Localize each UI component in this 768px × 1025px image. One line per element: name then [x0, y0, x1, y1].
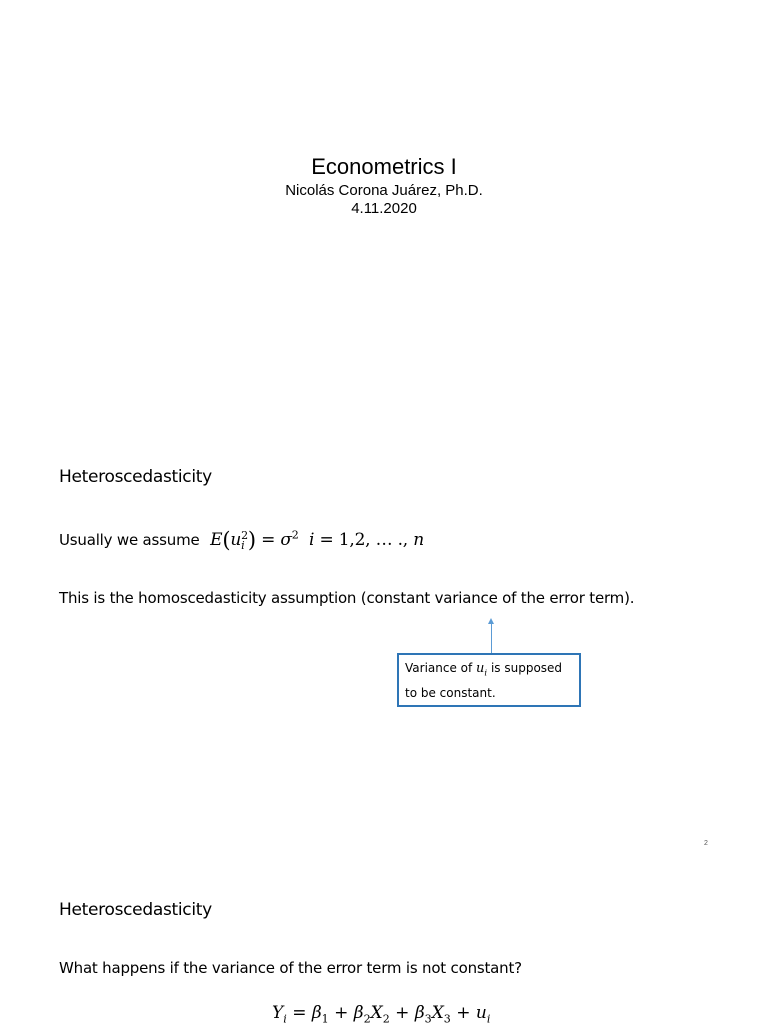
callout-suffix: is supposed — [490, 661, 563, 675]
regression-equation: $Y_i = \beta_1 + \beta_2X_2 + \beta_3X_3 + u_i$ — [272, 1003, 491, 1025]
slide-2-heading: Heteroscedasticity — [59, 467, 212, 487]
arrow-up-icon — [488, 618, 494, 624]
variance-equation: E(u 2 i ) = $\sigma^2$ i = 1,2, … ., n — [210, 528, 424, 552]
homoscedasticity-text: This is the homoscedasticity assumption (constant variance of the error term). — [59, 589, 635, 607]
variance-callout-box — [397, 653, 581, 707]
question-text: What happens if the variance of the error term is not constant? — [59, 959, 522, 977]
callout-connector-line — [491, 622, 492, 654]
callout-line-1 — [405, 658, 573, 683]
assumption-line — [59, 528, 424, 552]
assumption-prefix: Usually we assume — [59, 531, 200, 549]
slide-3-heading: Heteroscedasticity — [59, 900, 212, 920]
author-name: Nicolás Corona Juárez, Ph.D. — [285, 182, 483, 199]
page-title: Econometrics I — [311, 154, 457, 179]
page-number: 2 — [704, 840, 708, 847]
error-term-symbol: $u_i$ — [476, 661, 488, 678]
presentation-date: 4.11.2020 — [351, 200, 417, 217]
callout-prefix: Variance of — [405, 661, 473, 675]
callout-line-2: to be constant. — [405, 685, 496, 700]
